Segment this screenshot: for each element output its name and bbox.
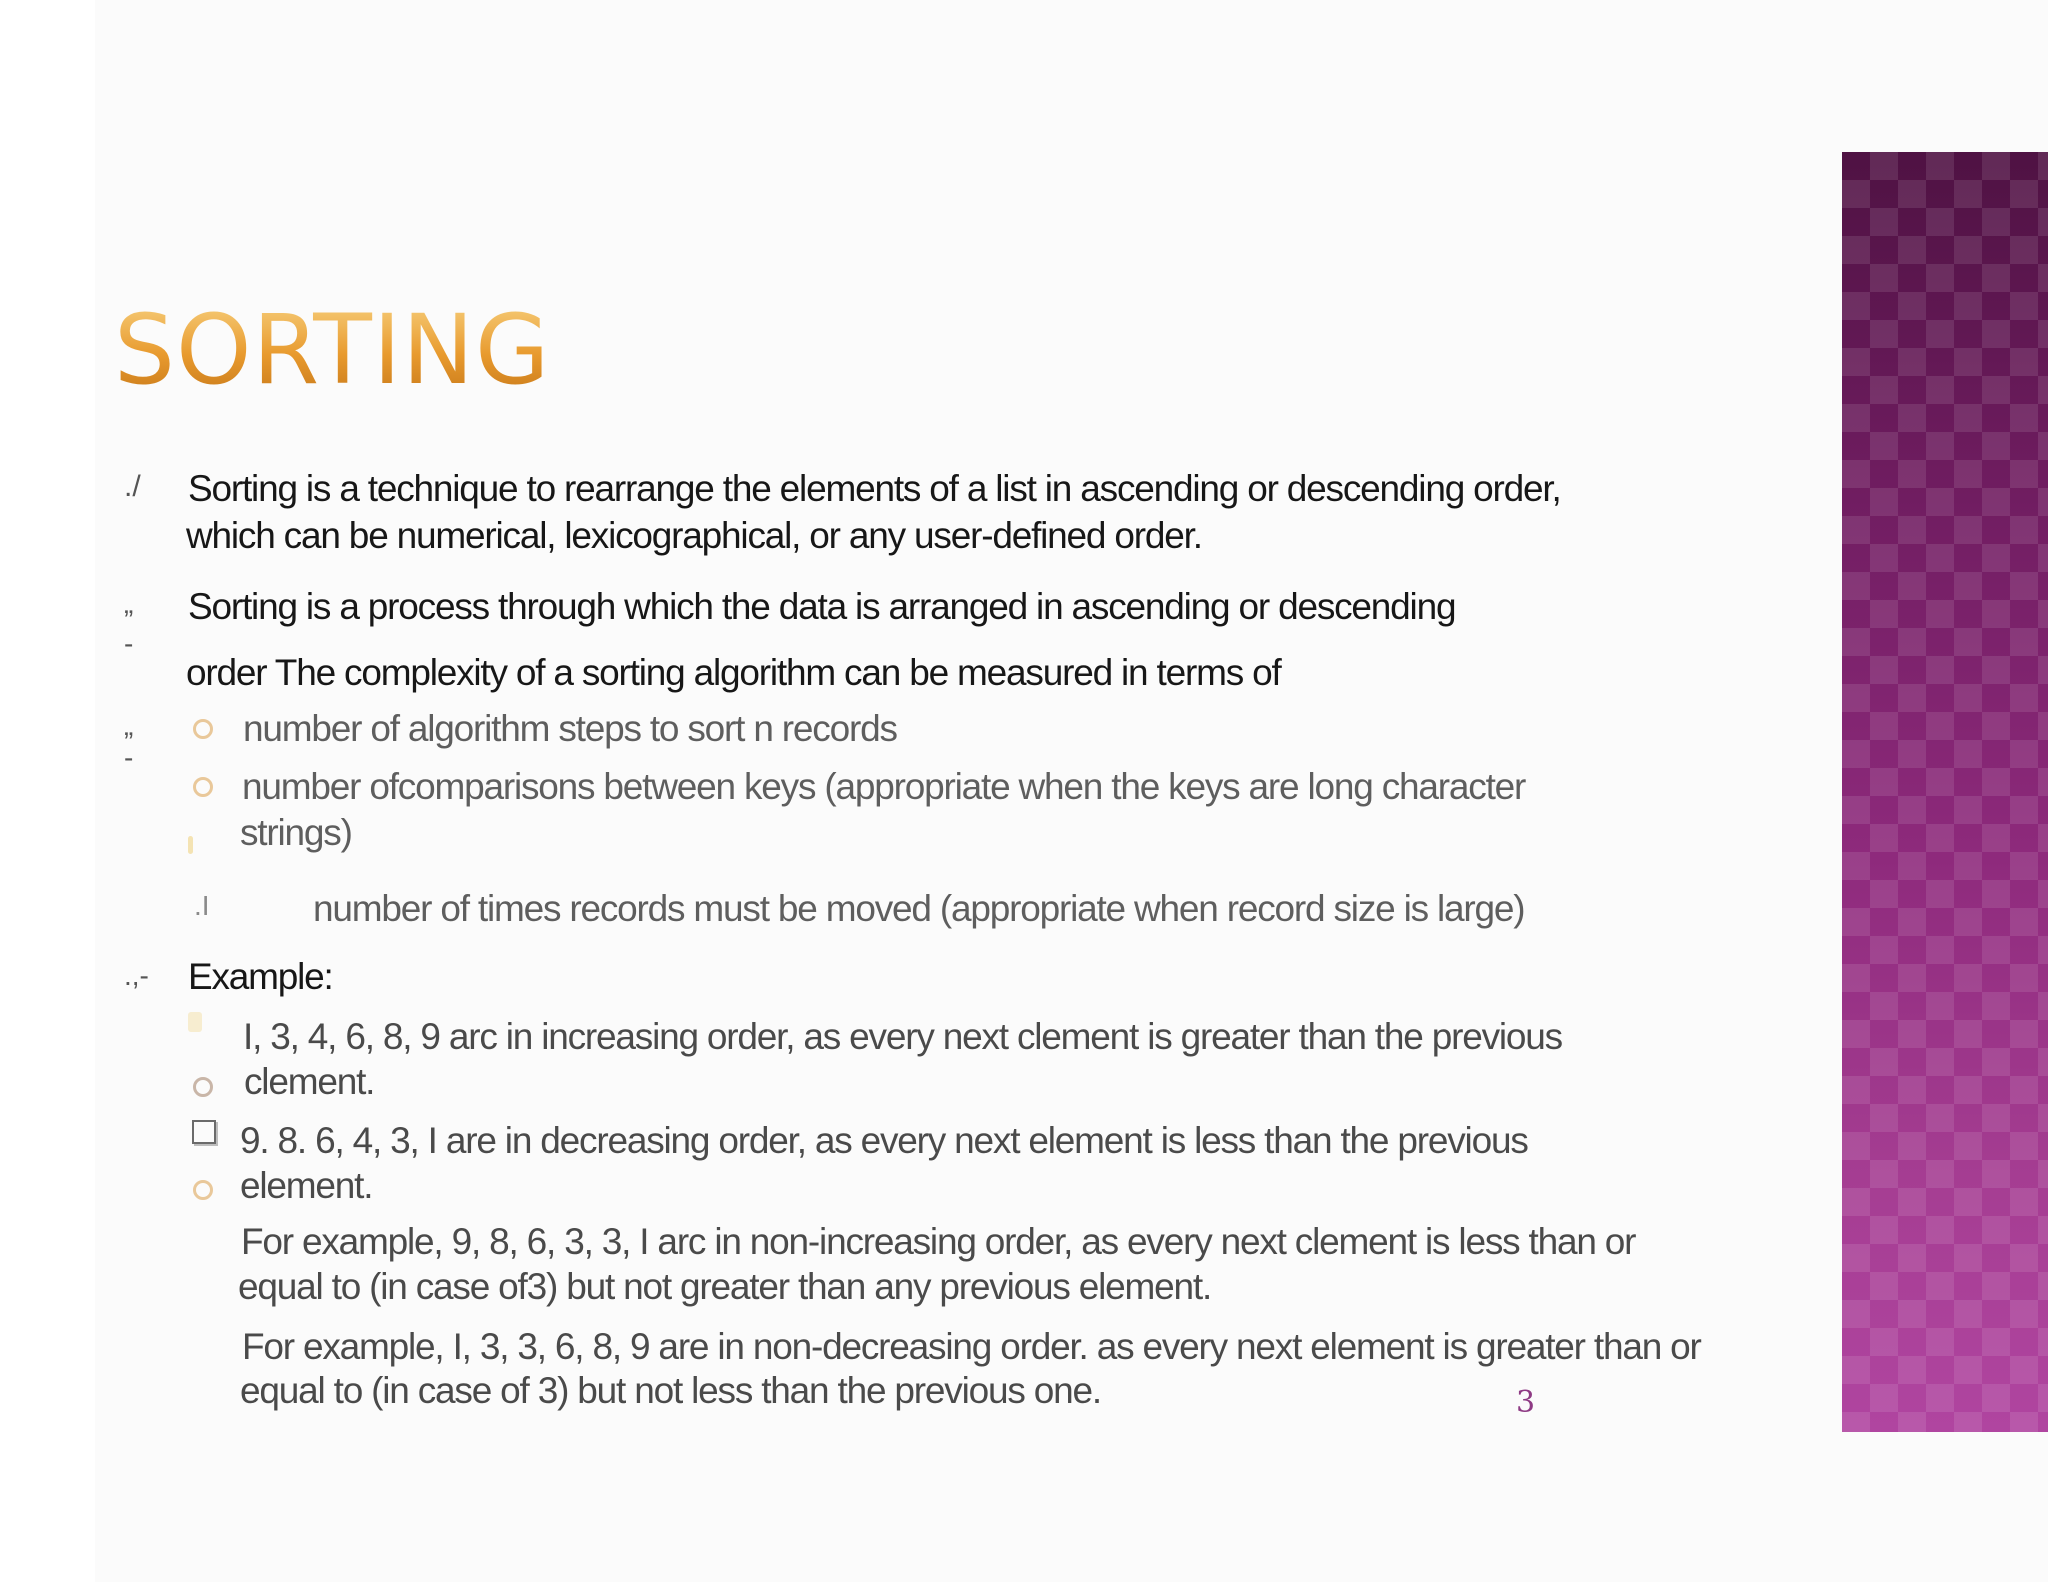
- sub-item-3: number of times records must be moved (appropriate when record size is large): [313, 888, 1525, 929]
- sub-item-2-line-1: number ofcomparisons between keys (appropriate when the keys are long character: [242, 766, 1526, 807]
- sub-bullet-ring-icon: [193, 1077, 213, 1097]
- page-number: 3: [1516, 1385, 1536, 1420]
- example-3-line-1: For example, 9, 8, 6, 3, 3, I arc in non-increasing order, as every next clement is less than or: [241, 1221, 1636, 1262]
- example-2-line-1: 9. 8. 6, 4, 3, I are in decreasing order, as every next element is less than the previous: [240, 1120, 1528, 1161]
- bullet-2-line-1: Sorting is a process through which the data is arranged in ascending or descending: [188, 586, 1456, 627]
- sub-bullet-ring-icon: [193, 1180, 213, 1200]
- bullet-3-dash: -: [124, 742, 134, 773]
- bullet-2-dash: -: [124, 628, 134, 659]
- bullet-check-marker: ./: [124, 470, 141, 503]
- bullet-2-marker: „: [124, 588, 134, 619]
- sub-item-2-line-2: strings): [240, 812, 352, 853]
- example-marker: .,-: [124, 960, 149, 991]
- sub-3-marker: .I: [194, 890, 210, 921]
- checkbox-square-icon: [192, 1120, 216, 1144]
- sub-bullet-ring-icon: [193, 719, 213, 739]
- bullet-1-line-2: which can be numerical, lexicographical, or any user-defined order.: [186, 515, 1202, 556]
- bullet-2-line-2: order The complexity of a sorting algorithm can be measured in terms of: [186, 652, 1281, 693]
- example-1-line-1: I, 3, 4, 6, 8, 9 arc in increasing order, as every next clement is greater than the previous: [243, 1016, 1562, 1057]
- example-3-line-2: equal to (in case of3) but not greater than any previous element.: [238, 1266, 1212, 1307]
- sub-bullet-ring-icon: [193, 777, 213, 797]
- example-1-line-2: clement.: [244, 1061, 375, 1102]
- decorative-sidebar: [1842, 152, 2048, 1432]
- sidebar-pattern: [1842, 152, 2048, 1432]
- bullet-1-line-1: Sorting is a technique to rearrange the elements of a list in ascending or descending order,: [188, 468, 1561, 509]
- example-label: Example:: [188, 956, 333, 997]
- example-2-line-2: element.: [240, 1165, 373, 1206]
- example-4-line-2: equal to (in case of 3) but not less than the previous one.: [240, 1370, 1101, 1411]
- sub-item-1: number of algorithm steps to sort n records: [243, 708, 897, 749]
- faint-bullet-icon: [188, 1012, 202, 1032]
- faint-bullet-icon: [188, 836, 193, 854]
- slide-title: SORTING: [114, 294, 551, 406]
- bullet-3-marker: „: [124, 710, 134, 741]
- example-4-line-1: For example, I, 3, 3, 6, 8, 9 are in non-decreasing order. as every next element is greater than or: [242, 1326, 1701, 1367]
